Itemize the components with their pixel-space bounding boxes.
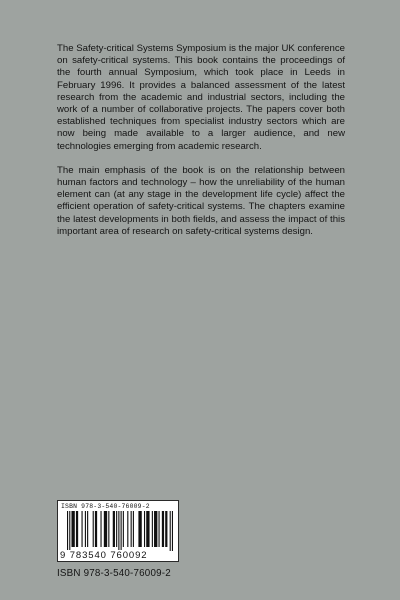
barcode-bar [116,511,117,547]
barcode-bar [152,511,153,547]
barcode-bar [123,511,124,547]
blurb-paragraph-1: The Safety-critical Systems Symposium is the major UK conference on safety-critical systems. This book contains the proceedings of the fourth annual Symposium, which took place in Leeds in February 1996. It provides a balanced assessment of the latest research from the academic and industrial sectors, including the work of a number of collaborative projects. The papers cover both established techniques from specialist industry sectors which are now being made available to a larger audience, and new technologies emerging from academic research. [57,43,345,152]
barcode-bar [93,511,94,547]
barcode-bar [127,511,128,547]
isbn-number: ISBN 978-3-540-76009-2 [57,568,171,579]
barcode-bar [87,511,88,547]
barcode-bar [71,511,74,547]
barcode-bar [95,511,97,547]
barcode-bar [162,511,164,547]
barcode-bar [170,511,171,551]
barcode-bar [131,511,132,547]
blurb-text [57,43,345,250]
barcode-bar [158,511,159,547]
barcode-bar [82,511,83,547]
barcode-bar [133,511,134,547]
barcode-bar [85,511,86,547]
barcode-bar [144,511,145,547]
blurb-paragraph-2: The main emphasis of the book is on the relationship between human factors and technology – how the unreliability of the human element can (at any stage in the development life cycle) affect the efficient operation of safety-critical systems. The chapters examine the latest developments in both fields, and assess the impact of this important area of research on safety-critical systems design. [57,164,345,237]
barcode-bar [104,511,107,547]
barcode-bar [138,511,141,547]
barcode-bar [67,511,68,551]
barcode-bars [67,511,173,551]
barcode-bar [165,511,167,547]
barcode-bar [113,511,115,547]
barcode [57,500,179,562]
barcode-bar [76,511,78,547]
barcode-bar [100,511,101,547]
barcode-bar [69,511,70,551]
barcode-isbn-label: ISBN 978-3-540-76009-2 [61,503,150,510]
barcode-bar [154,511,157,547]
barcode-bar [146,511,149,547]
barcode-bar [108,511,109,547]
barcode-bar [118,511,119,551]
barcode-bar [121,511,122,551]
barcode-digits: 9 783540 760092 [60,550,148,561]
barcode-bar [172,511,173,551]
